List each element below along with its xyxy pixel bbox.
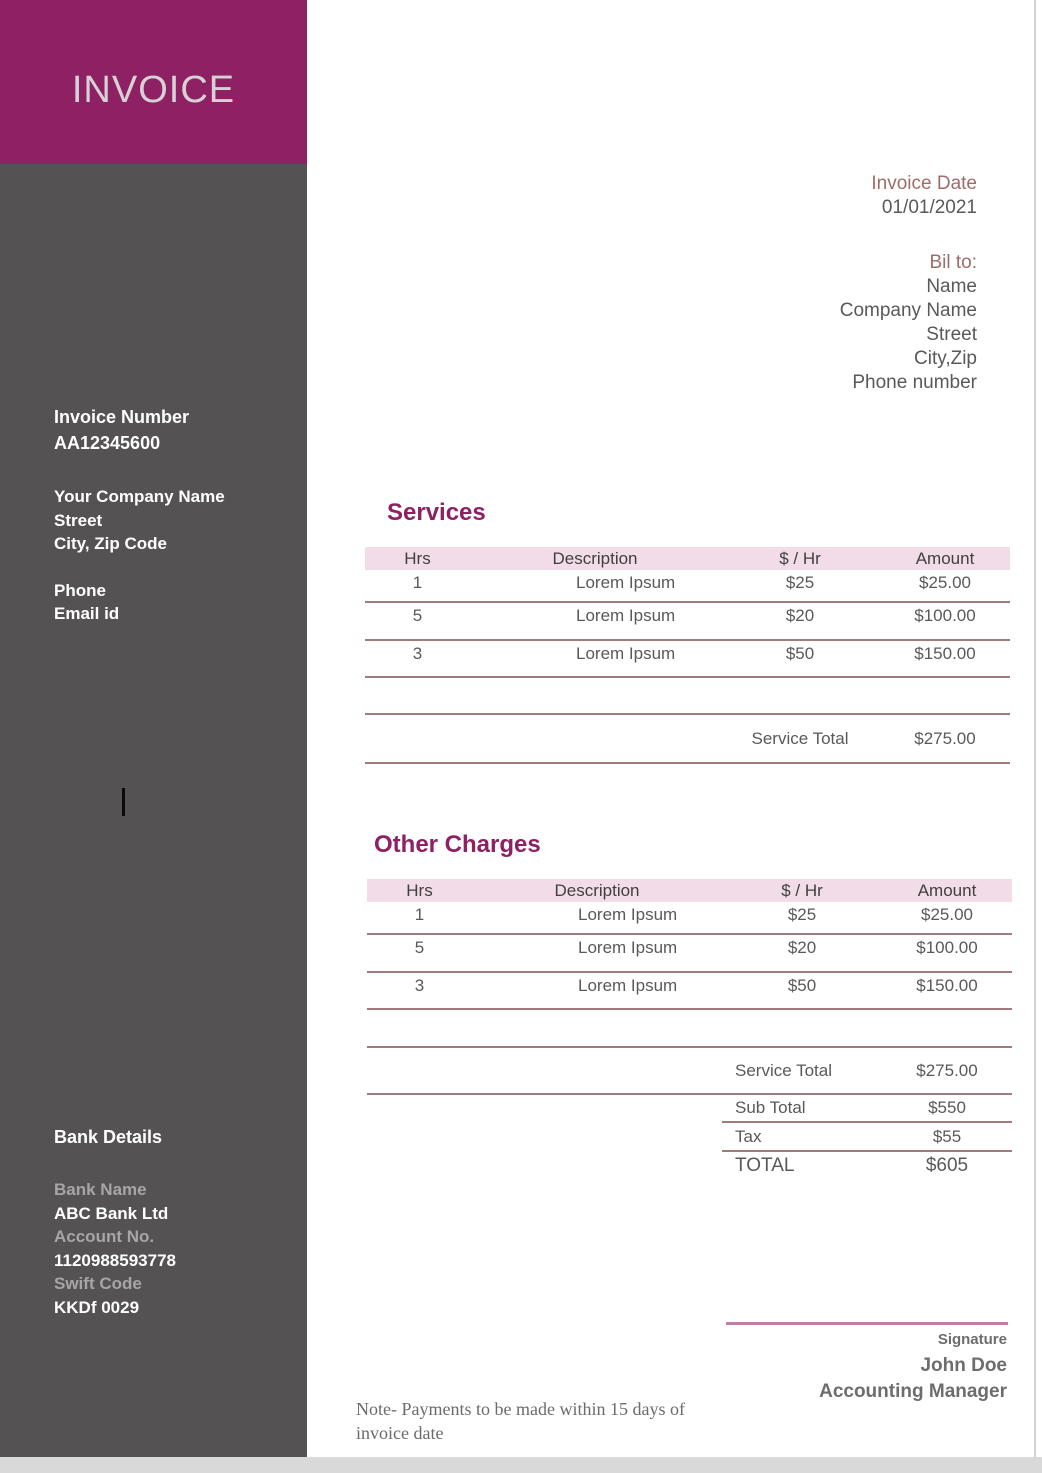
empty-row [365,678,1010,715]
contact-phone: Phone [54,581,106,600]
payment-note-line1: Note- Payments to be made within 15 days of [356,1399,685,1419]
bill-to-company: Company Name [839,300,977,321]
invoice-number-value: AA12345600 [54,433,161,453]
cell-description: Lorem Ipsum [576,606,676,625]
cell-description: Lorem Ipsum [578,976,678,995]
column-description: Description [552,548,638,568]
signature-line [726,1322,1008,1325]
column-rate: $ / Hr [781,880,823,900]
bill-to-phone: Phone number [852,372,977,393]
service-total-value: $275.00 [914,728,976,748]
cell-rate: $50 [785,644,815,663]
other-charges-table [367,879,1012,1180]
grand-total-row [367,1152,1012,1180]
cell-hrs: 5 [412,606,423,625]
cell-amount: $100.00 [916,938,978,957]
bill-to-name: Name [926,276,977,297]
cell-rate: $20 [785,606,815,625]
cell-amount: $25.00 [921,905,973,924]
other-charges-table-header [367,879,1012,902]
grand-total-value: $605 [925,1155,969,1176]
cell-rate: $20 [787,938,817,957]
text-cursor[interactable] [122,788,125,816]
brand-header [0,0,307,164]
invoice-title: INVOICE [71,68,236,111]
payment-note [356,1397,786,1445]
contact-email: Email id [54,604,120,623]
column-hrs: Hrs [406,880,433,900]
sidebar [0,0,307,1457]
swift-code-value: KKDf 0029 [54,1297,140,1317]
table-row [365,570,1010,603]
signature-block [819,1328,1007,1405]
invoice-number-label: Invoice Number [54,407,190,427]
signature-role: Accounting Manager [819,1381,1007,1402]
cell-hrs: 1 [412,573,423,592]
service-total-label: Service Total [735,1060,833,1080]
service-total-label: Service Total [751,728,849,748]
cell-description: Lorem Ipsum [578,938,678,957]
cell-amount: $100.00 [914,606,976,625]
sub-total-label: Sub Total [735,1098,806,1117]
cell-rate: $50 [787,976,817,995]
invoice-meta [840,172,977,395]
account-no-value: 1120988593778 [54,1250,176,1270]
cell-rate: $25 [785,573,815,592]
company-block [54,485,225,556]
other-service-total-row [367,1048,1012,1095]
cell-rate: $25 [787,905,817,924]
bill-to-city-zip: City,Zip [914,348,977,369]
column-amount: Amount [917,880,977,900]
bill-to-label: Bil to: [929,252,977,273]
invoice-number-block [54,404,189,456]
page-edge-right [1034,0,1036,1457]
company-name: Your Company Name [54,487,225,506]
table-row [367,973,1012,1010]
cell-hrs: 1 [414,905,425,924]
cell-description: Lorem Ipsum [576,573,676,592]
empty-row [367,1010,1012,1048]
tax-value: $55 [932,1126,962,1146]
account-no-label: Account No. [54,1227,155,1246]
bank-details-block [54,1178,176,1319]
contact-block [54,579,119,625]
main-content [307,0,1042,1473]
cell-amount: $150.00 [914,644,976,663]
table-row [367,902,1012,935]
services-heading: Services [387,499,486,526]
cell-amount: $25.00 [919,573,971,592]
signature-label: Signature [937,1331,1007,1348]
sub-total-row [367,1095,1012,1123]
grand-total-label: TOTAL [735,1155,795,1176]
column-rate: $ / Hr [779,548,821,568]
invoice-date-label: Invoice Date [871,173,977,194]
tax-row [367,1123,1012,1152]
column-description: Description [554,880,640,900]
company-street: Street [54,510,103,530]
column-hrs: Hrs [404,548,431,568]
tax-label: Tax [735,1126,762,1146]
other-charges-heading: Other Charges [374,831,541,858]
cell-hrs: 3 [414,976,425,995]
signature-name: John Doe [920,1355,1007,1376]
bill-to-street: Street [926,324,977,345]
services-table [365,547,1010,764]
cell-hrs: 5 [414,938,425,957]
sub-total-value: $550 [928,1098,966,1117]
bank-details-heading: Bank Details [54,1127,163,1147]
column-amount: Amount [915,548,975,568]
bank-name-label: Bank Name [54,1180,147,1199]
cell-description: Lorem Ipsum [578,905,678,924]
payment-note-line2: invoice date [356,1423,444,1443]
cell-description: Lorem Ipsum [576,644,676,663]
bank-name-value: ABC Bank Ltd [54,1203,169,1223]
services-total-row [365,715,1010,764]
company-city-zip: City, Zip Code [54,534,168,553]
table-row [365,641,1010,678]
cell-amount: $150.00 [916,976,978,995]
cell-hrs: 3 [412,644,423,663]
table-row [365,603,1010,641]
service-total-value: $275.00 [916,1060,978,1080]
page-edge-bottom [0,1457,1042,1473]
swift-code-label: Swift Code [54,1274,142,1293]
invoice-date-value: 01/01/2021 [881,197,977,218]
services-table-header [365,547,1010,570]
table-row [367,935,1012,973]
